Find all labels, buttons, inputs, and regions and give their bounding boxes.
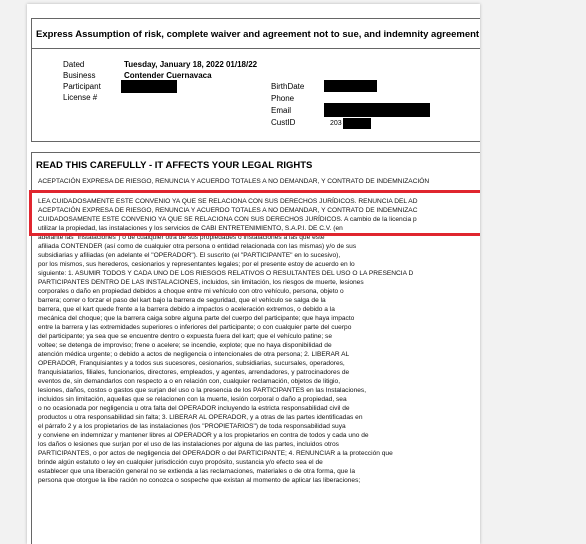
waiver-line: atención médica urgente; o debido a actos de negligencia o intencionales de otra persona; 2. LIBERAR AL xyxy=(38,351,350,358)
waiver-line: lesiones, daños, costos o gastos que surjan del uso o la presencia de los PARTICIPANTES en las Instalaciones, xyxy=(38,387,367,394)
waiver-line: utilizar la propiedad, las instalaciones y los servicios de CABI ENTRETENIMIENTO, S.A.P.I. DE C.V. (en xyxy=(38,225,343,232)
waiver-line: siguiente: 1. ASUMIR TODOS Y CADA UNO DE LOS RIESGOS RELATIVOS O RESULTANTES DEL USO O LA PRESENCIA D xyxy=(38,270,414,277)
waiver-line: del participante; ya sea que se encuentre dentro o expuesta fuera del kart; que el vehículo patine; se xyxy=(38,333,332,340)
waiver-line: PARTICIPANTES, o por actos de negligencia del OPERADOR o del PARTICIPANTE; 4. RENUNCIAR a la protección que xyxy=(38,450,393,457)
email-redaction xyxy=(324,103,430,117)
waiver-line: afiliada CONTENDER (así como de cualquier otra persona o entidad relacionada con las mismas) y/o de sus xyxy=(38,243,357,250)
waiver-line: corporales o daño en propiedad debidos a choque entre mi vehículo con otro vehículo, persona, objeto o xyxy=(38,288,344,295)
custid-redaction xyxy=(343,118,371,129)
participant-redaction xyxy=(121,80,177,93)
waiver-line: barrera; correr o forzar el paso del kart bajo la barrera de seguridad, que el vehículo se salga de la xyxy=(38,297,326,304)
document-page xyxy=(27,4,480,544)
waiver-line: eventos de, sin demandarlos con respecto a o en relación con, cualquier reclamación, objetos de litigio, xyxy=(38,378,341,385)
waiver-line: y convienе en indemnizar y mantener libres al OPERADOR y a los propietarios en contra de todos y cada uno de xyxy=(38,432,369,439)
waiver-line: o no ocasionada por negligencia u otra falta del OPERADOR incluyendo la estricta responsabilidad civil de xyxy=(38,405,350,412)
waiver-line: subsidiarias y afiliadas (en adelante el "OPERADOR"). El suscrito (el "PARTICIPANTE" en lo sucesivo), xyxy=(38,252,341,259)
waiver-line: establecer que una liberación general no se extienda a las reclamaciones, materiales o de otra forma, que la xyxy=(38,468,356,475)
waiver-line: productos u otra responsabilidad sin falta; 3. LIBERAR AL OPERADOR, y a otras de las partes identificadas en xyxy=(38,414,363,421)
waiver-line: por los mismos, sus herederos, cesionarios y representantes legales; por el presente estoy de acuerdo en lo xyxy=(38,261,355,268)
section-heading: READ THIS CAREFULLY - IT AFFECTS YOUR LEGAL RIGHTS xyxy=(36,160,313,171)
title-divider xyxy=(32,48,480,49)
business-value: Contender Cuernavaca xyxy=(124,71,212,80)
waiver-line: PARTICIPANTES DENTRO DE LAS INSTALACIONES, incluidos, sin limitación, los riesgos de muerte, lesiones xyxy=(38,279,364,286)
waiver-line: ACEPTACIÓN EXPRESA DE RIESGO, RENUNCIA Y ACUERDO TOTALES A NO DEMANDAR, Y CONTRATO DE INDEMNIZAC xyxy=(38,207,418,214)
waiver-line: entre la barrera y las extremidades superiores o inferiores del participante; o con cualquier parte del cuerpo xyxy=(38,324,352,331)
birthdate-redaction xyxy=(324,80,377,92)
waiver-line: mecánica del choque; que la barrera caiga sobre alguna parte del cuerpo del participante; que haya impacto xyxy=(38,315,355,322)
document-title: Express Assumption of risk, complete waiver and agreement not to sue, and indemnity agreement xyxy=(36,29,480,40)
participant-label: Participant xyxy=(63,82,101,91)
business-label: Business xyxy=(63,71,96,80)
waiver-line: incluidos sin limitación, aquellas que se relacionen con la muerte, lesión corporal o daño a propiedad, sea xyxy=(38,396,347,403)
waiver-line: voltee; se detenga de improviso; frene o acelere; se incendie, explote; que no haya disponibilidad de xyxy=(38,342,332,349)
waiver-line: OPERADOR, Franquisiantes y a todos sus sucesores, cesionarios, subsidiarias, sucursales, operadores, xyxy=(38,360,345,367)
waiver-line: ACEPTACIÓN EXPRESA DE RIESGO, RENUNCIA Y ACUERDO TOTALES A NO DEMANDAR, Y CONTRATO DE INDEMNIZACIÓN xyxy=(38,178,430,185)
birthdate-label: BirthDate xyxy=(271,82,305,91)
waiver-line: franquisiatarios, filiales, funcionarios, directores, empleados, y agentes, arrendadores, y patrocinadores de xyxy=(38,369,350,376)
waiver-line: barrera, que el kart quede frente a la barrera debido a impactos o aceleración extremos, o debido a la xyxy=(38,306,335,313)
waiver-line: brinde algún estatuto o ley en cualquier jurisdicción cuyo propósito, sustancia y/o efecto sea el de xyxy=(38,459,323,466)
license-label: License # xyxy=(63,93,98,102)
header-box xyxy=(31,18,480,142)
phone-label: Phone xyxy=(271,94,295,103)
custid-label: CustID xyxy=(271,118,296,127)
dated-label: Dated xyxy=(63,60,85,69)
waiver-line: CUIDADOSAMENTE ESTE CONVENIO YA QUE SE RELACIONA CON SUS DERECHOS JURÍDICOS. A cambio de la licencia p xyxy=(38,216,417,223)
waiver-line: persona que otorgue la libe ración no conozca o sospeche que existan al momento de aplicar las liberaciones; xyxy=(38,477,361,484)
email-label: Email xyxy=(271,106,292,115)
waiver-line: adelante las "instalaciones") o de cualquier otra de sus propiedades o instalaciones a las que este xyxy=(38,234,325,241)
waiver-line: los daños o lesiones que surjan por el uso de las instalaciones por alguna de las partes, incluidos otros xyxy=(38,441,339,448)
waiver-line: LEA CUIDADOSAMENTE ESTE CONVENIO YA QUE SE RELACIONA CON SUS DERECHOS JURÍDICOS. RENUNCIA DEL AD xyxy=(38,198,418,205)
custid-partial: 203 xyxy=(330,120,342,127)
dated-value: Tuesday, January 18, 2022 01/18/22 xyxy=(124,60,258,69)
waiver-line: el párrafo 2 y a los propietarios de las instalaciones (los "PROPIETARIOS") de toda responsabilidad suya xyxy=(38,423,346,430)
highlight-box xyxy=(29,190,480,236)
